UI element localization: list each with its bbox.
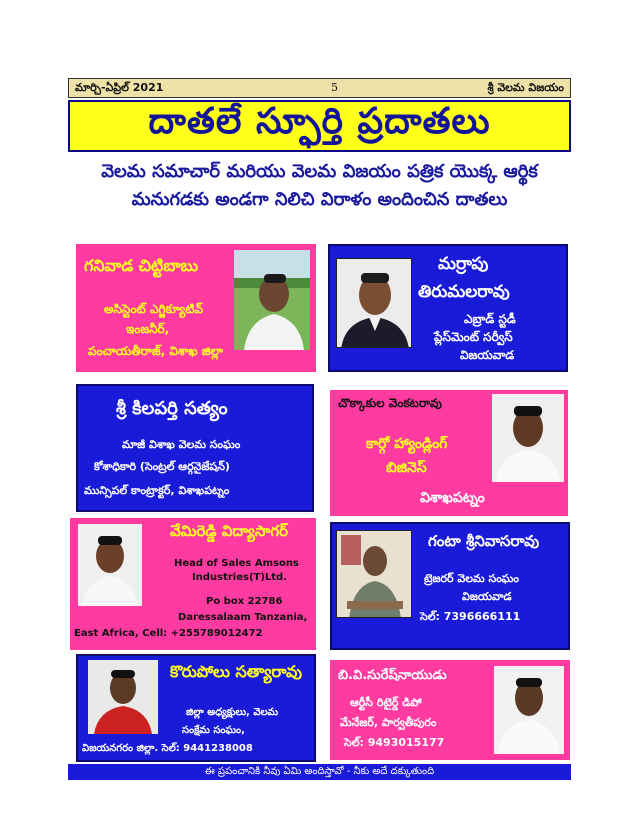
donor-detail: విజయనగరం జిల్లా. సెల్: 9441238008 <box>82 743 253 754</box>
donor-name: గనివాడ చిట్టిబాబు <box>84 256 199 275</box>
page-header <box>68 78 571 98</box>
donor-detail: సెల్: 9493015177 <box>344 736 445 749</box>
donor-detail: పంచాయతీరాజ్, విశాఖ జిల్లా <box>88 344 224 358</box>
donor-photo <box>78 524 142 606</box>
donor-card-6 <box>330 522 570 650</box>
donor-detail: ట్రెజరర్ వెలమ సంఘం <box>424 572 520 585</box>
donor-detail: అసిస్టెంట్ ఎగ్జిక్యూటివ్ <box>104 302 204 316</box>
donor-photo <box>492 394 564 482</box>
page-footer <box>68 764 571 780</box>
donor-detail: మేనేజర్, పార్వతీపురం <box>340 716 437 729</box>
intro-text <box>68 158 571 214</box>
donor-detail: ఇంజనీర్, <box>126 322 170 336</box>
donor-detail: బిజినెస్ <box>386 460 427 476</box>
donor-detail: కోశాధికారి (సెంట్రల్ ఆర్గనైజేషన్) <box>94 460 230 473</box>
donor-detail: మాజీ విశాఖ వెలమ సంఘం <box>122 438 241 451</box>
donor-detail: ఎబ్రాడ్ స్టడీ <box>464 312 516 326</box>
donor-detail: సంక్షేమ సంఘం, <box>182 725 245 736</box>
donor-name: వేమిరెడ్డి విద్యాసాగర్ <box>170 522 288 540</box>
donor-card-4 <box>330 390 568 516</box>
donor-detail: ఆర్టీసీ రిటైర్డ్ డిపో <box>350 696 422 709</box>
donor-detail: సెల్: 7396666111 <box>420 610 521 623</box>
donor-detail: జిల్లా అధ్యక్షులు, వెలమ <box>186 707 279 718</box>
donor-photo <box>494 666 564 754</box>
page-number: 5 <box>331 81 338 94</box>
donor-detail: Po box 22786 <box>206 596 283 607</box>
donor-detail: Industries(T)Ltd. <box>192 572 288 583</box>
donor-detail: కార్గో హ్యాండ్లింగ్ <box>366 436 448 452</box>
donor-photo <box>336 530 412 618</box>
issue-date: మార్చి-ఏప్రిల్ 2021 <box>75 81 164 94</box>
donor-card-8 <box>330 660 570 760</box>
intro-line-1: వెలమ సమాచార్ మరియు వెలమ విజయం పత్రిక యొక్క ఆర్థిక <box>101 161 538 182</box>
donor-name: బి.వి.సురేష్‌నాయుడు <box>338 668 447 683</box>
donor-detail: విశాఖపట్నం <box>420 490 485 506</box>
page-title <box>68 100 571 152</box>
donor-name-second: తిరుమలరావు <box>418 282 510 302</box>
donor-detail: Daressalaam Tanzania, <box>178 612 308 623</box>
donor-card-1 <box>76 244 316 372</box>
donor-name: గంటా శ్రీనివాసరావు <box>428 532 540 550</box>
donor-photo <box>88 660 158 734</box>
donor-detail: విజయవాడ <box>460 348 515 362</box>
donor-detail: Head of Sales Amsons <box>174 558 299 569</box>
donor-detail: ప్లేస్‌మెంట్ సర్వీస్ <box>434 330 513 344</box>
donor-name-first: మర్రాపు <box>438 254 489 274</box>
donor-photo <box>336 258 412 348</box>
donor-card-3 <box>76 384 314 512</box>
donor-detail: మున్సిపల్ కాంట్రాక్టర్, విశాఖపట్నం <box>84 484 230 497</box>
magazine-name: శ్రీ వెలమ విజయం <box>487 81 564 94</box>
donor-card-7 <box>76 654 316 762</box>
donor-photo <box>234 250 310 350</box>
intro-line-2: మనుగడకు అండగా నిలిచి విరాళం అందించిన దాతలు <box>131 189 508 210</box>
donor-name: కొరుపోలు సత్యారావు <box>170 662 303 681</box>
footer-quote: ఈ ప్రపంచానికి నీవు ఏమి అందిస్తావో - నీకు అదే దక్కుతుంది <box>204 766 435 777</box>
donor-card-5 <box>70 518 316 650</box>
donor-card-2 <box>328 244 568 372</box>
page-title-text: దాతలే స్ఫూర్తి ప్రదాతలు <box>148 101 491 142</box>
donor-name: శ్రీ కిలపర్తి సత్యం <box>116 398 228 419</box>
donor-detail: East Africa, Cell: +255789012472 <box>74 628 263 639</box>
donor-detail: విజయవాడ <box>462 590 512 603</box>
donor-name: చొక్కాకుల వెంకటరావు <box>338 396 442 410</box>
